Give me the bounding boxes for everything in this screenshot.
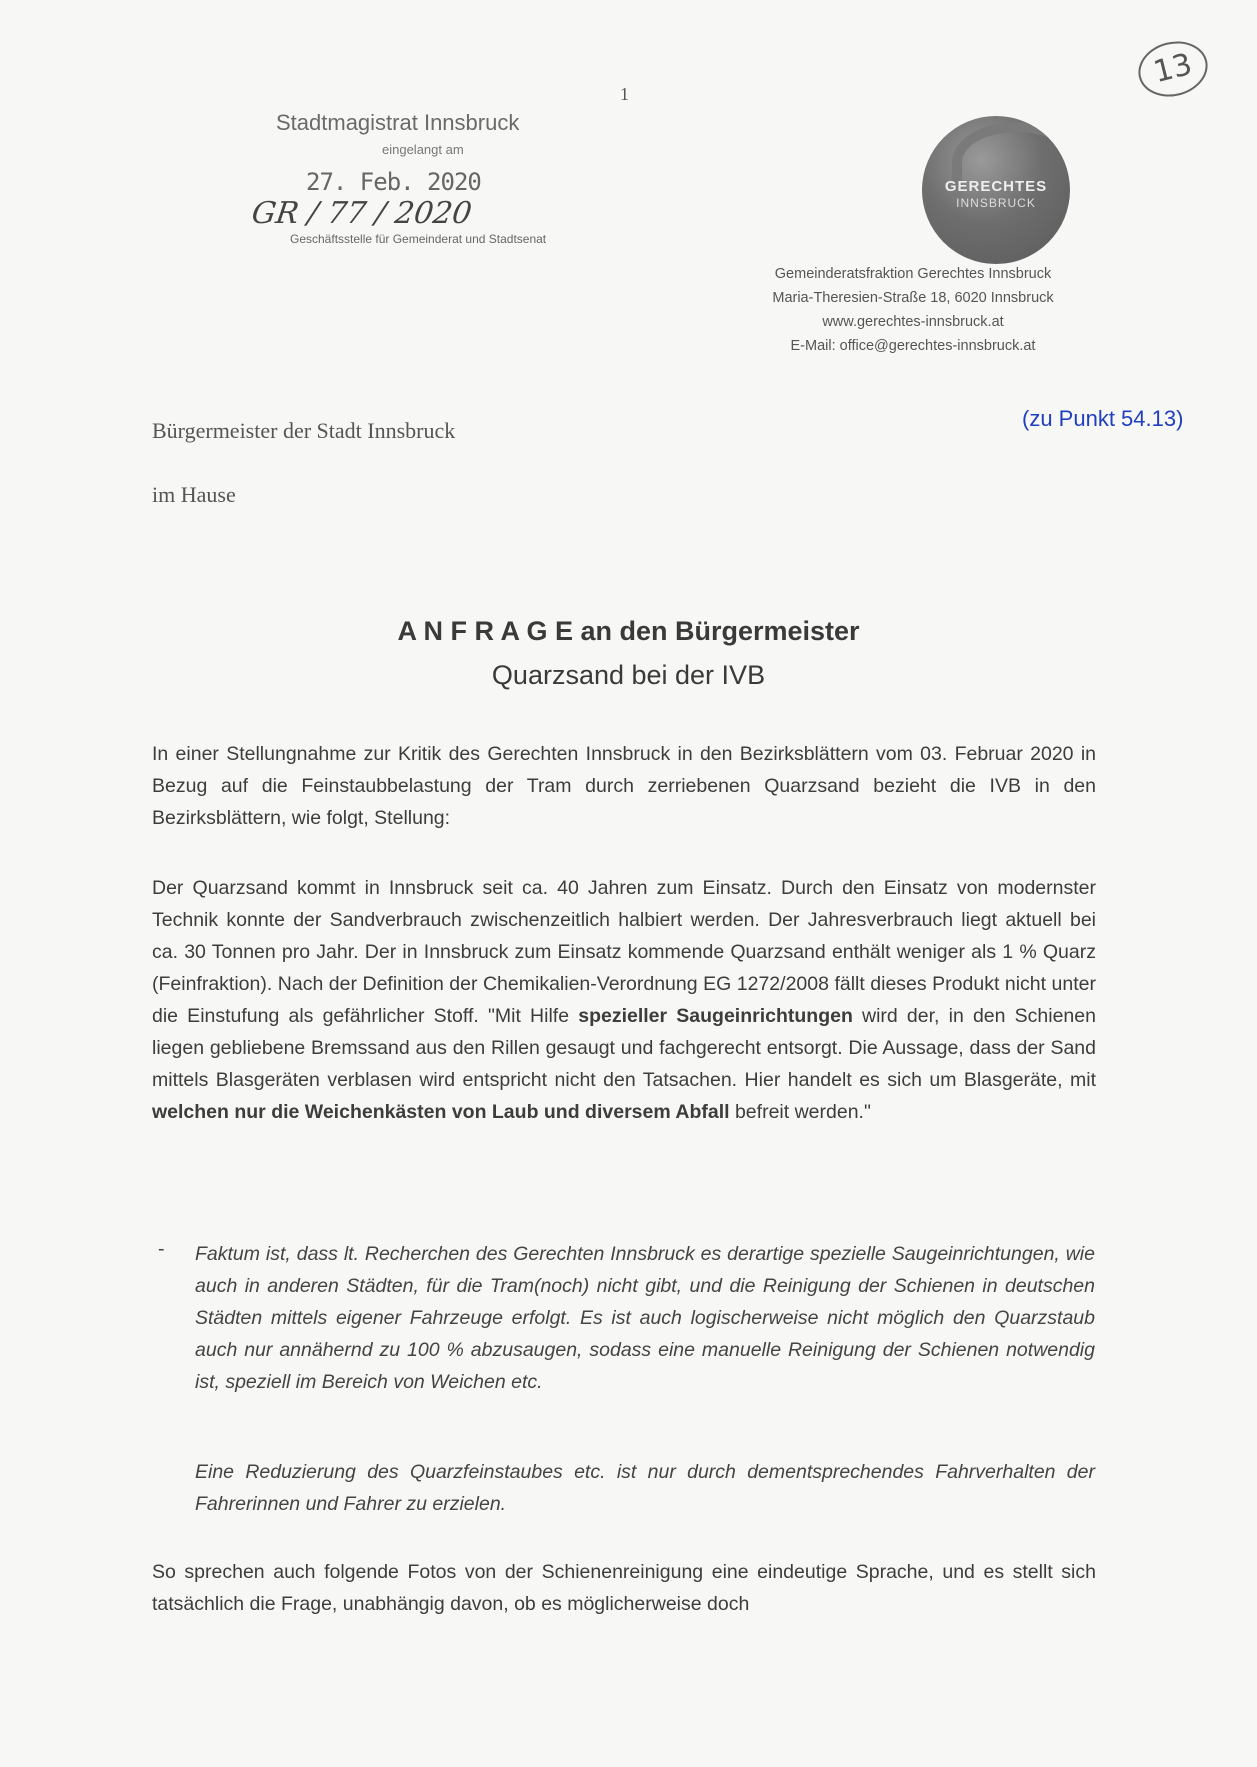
document-subtitle: Quarzsand bei der IVB (491, 660, 766, 690)
agenda-annotation: (zu Punkt 54.13) (1022, 406, 1184, 431)
received-stamp (240, 110, 580, 270)
statement-bold2: welchen nur die Weichenkästen von Laub und diversem Abfall (152, 1101, 730, 1123)
title-main: A N F R A G E an den Bürgermeister (397, 616, 860, 646)
statement-part1: Der Quarzsand kommt in Innsbruck seit ca. 40 Jahren zum Einsatz. Durch den Einsatz von modernster Technik konnte der Sandverbrauch zwischenzeitlich halbiert werden. Der Jahresverbrauch liegt aktuell bei ca. 30 Tonnen pro Jahr. Der in Innsbruck zum Einsatz kommende Quarzsand enthält weniger als 1 % Quarz (Feinfraktion). Nach der Definition der Chemikalien-Verordnung EG 1272/2008 fällt dieses Produkt nicht unter die Einstufung als gefährlicher Stoff. "Mit Hilfe (152, 877, 1096, 1027)
recipient-line2: im Hause (152, 482, 236, 507)
handwritten-page-number: 13 (1133, 34, 1214, 103)
page-number: 1 (620, 84, 629, 104)
recipient-line1: Bürgermeister der Stadt Innsbruck (152, 418, 456, 443)
paragraph-fact: Faktum ist, dass lt. Recherchen des Gerechten Innsbruck es derartige spezielle Saugeinrichtungen, wie auch in anderen Städten, für die Tram(noch) nicht gibt, und die Reinigung der Schienen in deutschen Städten mittels eigener Fahrzeuge erfolgt. Es ist auch logischerweise nicht möglich den Quarzstaub auch nur annähernd zu 100 % abzusaugen, sodass eine manuelle Reinigung der Schienen notwendig ist, speziell im Bereich von Weichen etc. (195, 1243, 1095, 1393)
stamp-office: Geschäftsstelle für Gemeinderat und Stadtsenat (290, 232, 547, 246)
stamp-title: Stadtmagistrat Innsbruck (276, 110, 520, 135)
statement-part3: befreit werden." (729, 1101, 871, 1123)
logo-line1: GERECHTES (944, 178, 1048, 195)
statement-bold1: spezieller Saugeinrichtungen (578, 1005, 853, 1027)
paragraph-ivb-statement (152, 872, 1096, 1128)
logo-line2: INNSBRUCK (956, 196, 1036, 210)
document-title (0, 616, 1257, 647)
list-dash: - (158, 1238, 165, 1260)
paragraph-photos: So sprechen auch folgende Fotos von der Schienenreinigung eine eindeutige Sprache, und es stellt sich tatsächlich die Frage, unabhängig davon, ob es möglicherweise doch (152, 1561, 1096, 1615)
stamp-received-label: eingelangt am (382, 142, 464, 157)
paragraph-reduction: Eine Reduzierung des Quarzfeinstaubes etc. ist nur durch dementsprechendes Fahrverhalten der Fahrerinnen und Fahrer zu erzielen. (195, 1461, 1095, 1515)
statement-part2: wird der, in den Schienen liegen gebliebene Bremssand aus den Rillen gesaugt und fachgerecht entsorgt. Die Aussage, dass der Sand mittels Blasgeräten verblasen wird entspricht nicht den Tatsachen. Hier handelt es sich um Blasgeräte, mit (152, 1005, 1096, 1091)
contact-line2: Maria-Theresien-Straße 18, 6020 Innsbruck (772, 290, 1054, 306)
stamp-date: 27. Feb. 2020 (306, 168, 481, 196)
contact-website: www.gerechtes-innsbruck.at (822, 314, 1004, 330)
contact-block (728, 262, 1098, 358)
party-logo (922, 116, 1070, 264)
contact-line1: Gemeinderatsfraktion Gerechtes Innsbruck (774, 266, 1052, 282)
contact-email: E-Mail: office@gerechtes-innsbruck.at (790, 338, 1036, 354)
stamp-reference: GR / 77 / 2020 (249, 196, 474, 231)
paragraph-intro: In einer Stellungnahme zur Kritik des Gerechten Innsbruck in den Bezirksblättern vom 03. Februar 2020 in Bezug auf die Feinstaubbelastung der Tram durch zerriebenen Quarzsand bezieht die IVB in den Bezirksblättern, wie folgt, Stellung: (152, 743, 1096, 829)
